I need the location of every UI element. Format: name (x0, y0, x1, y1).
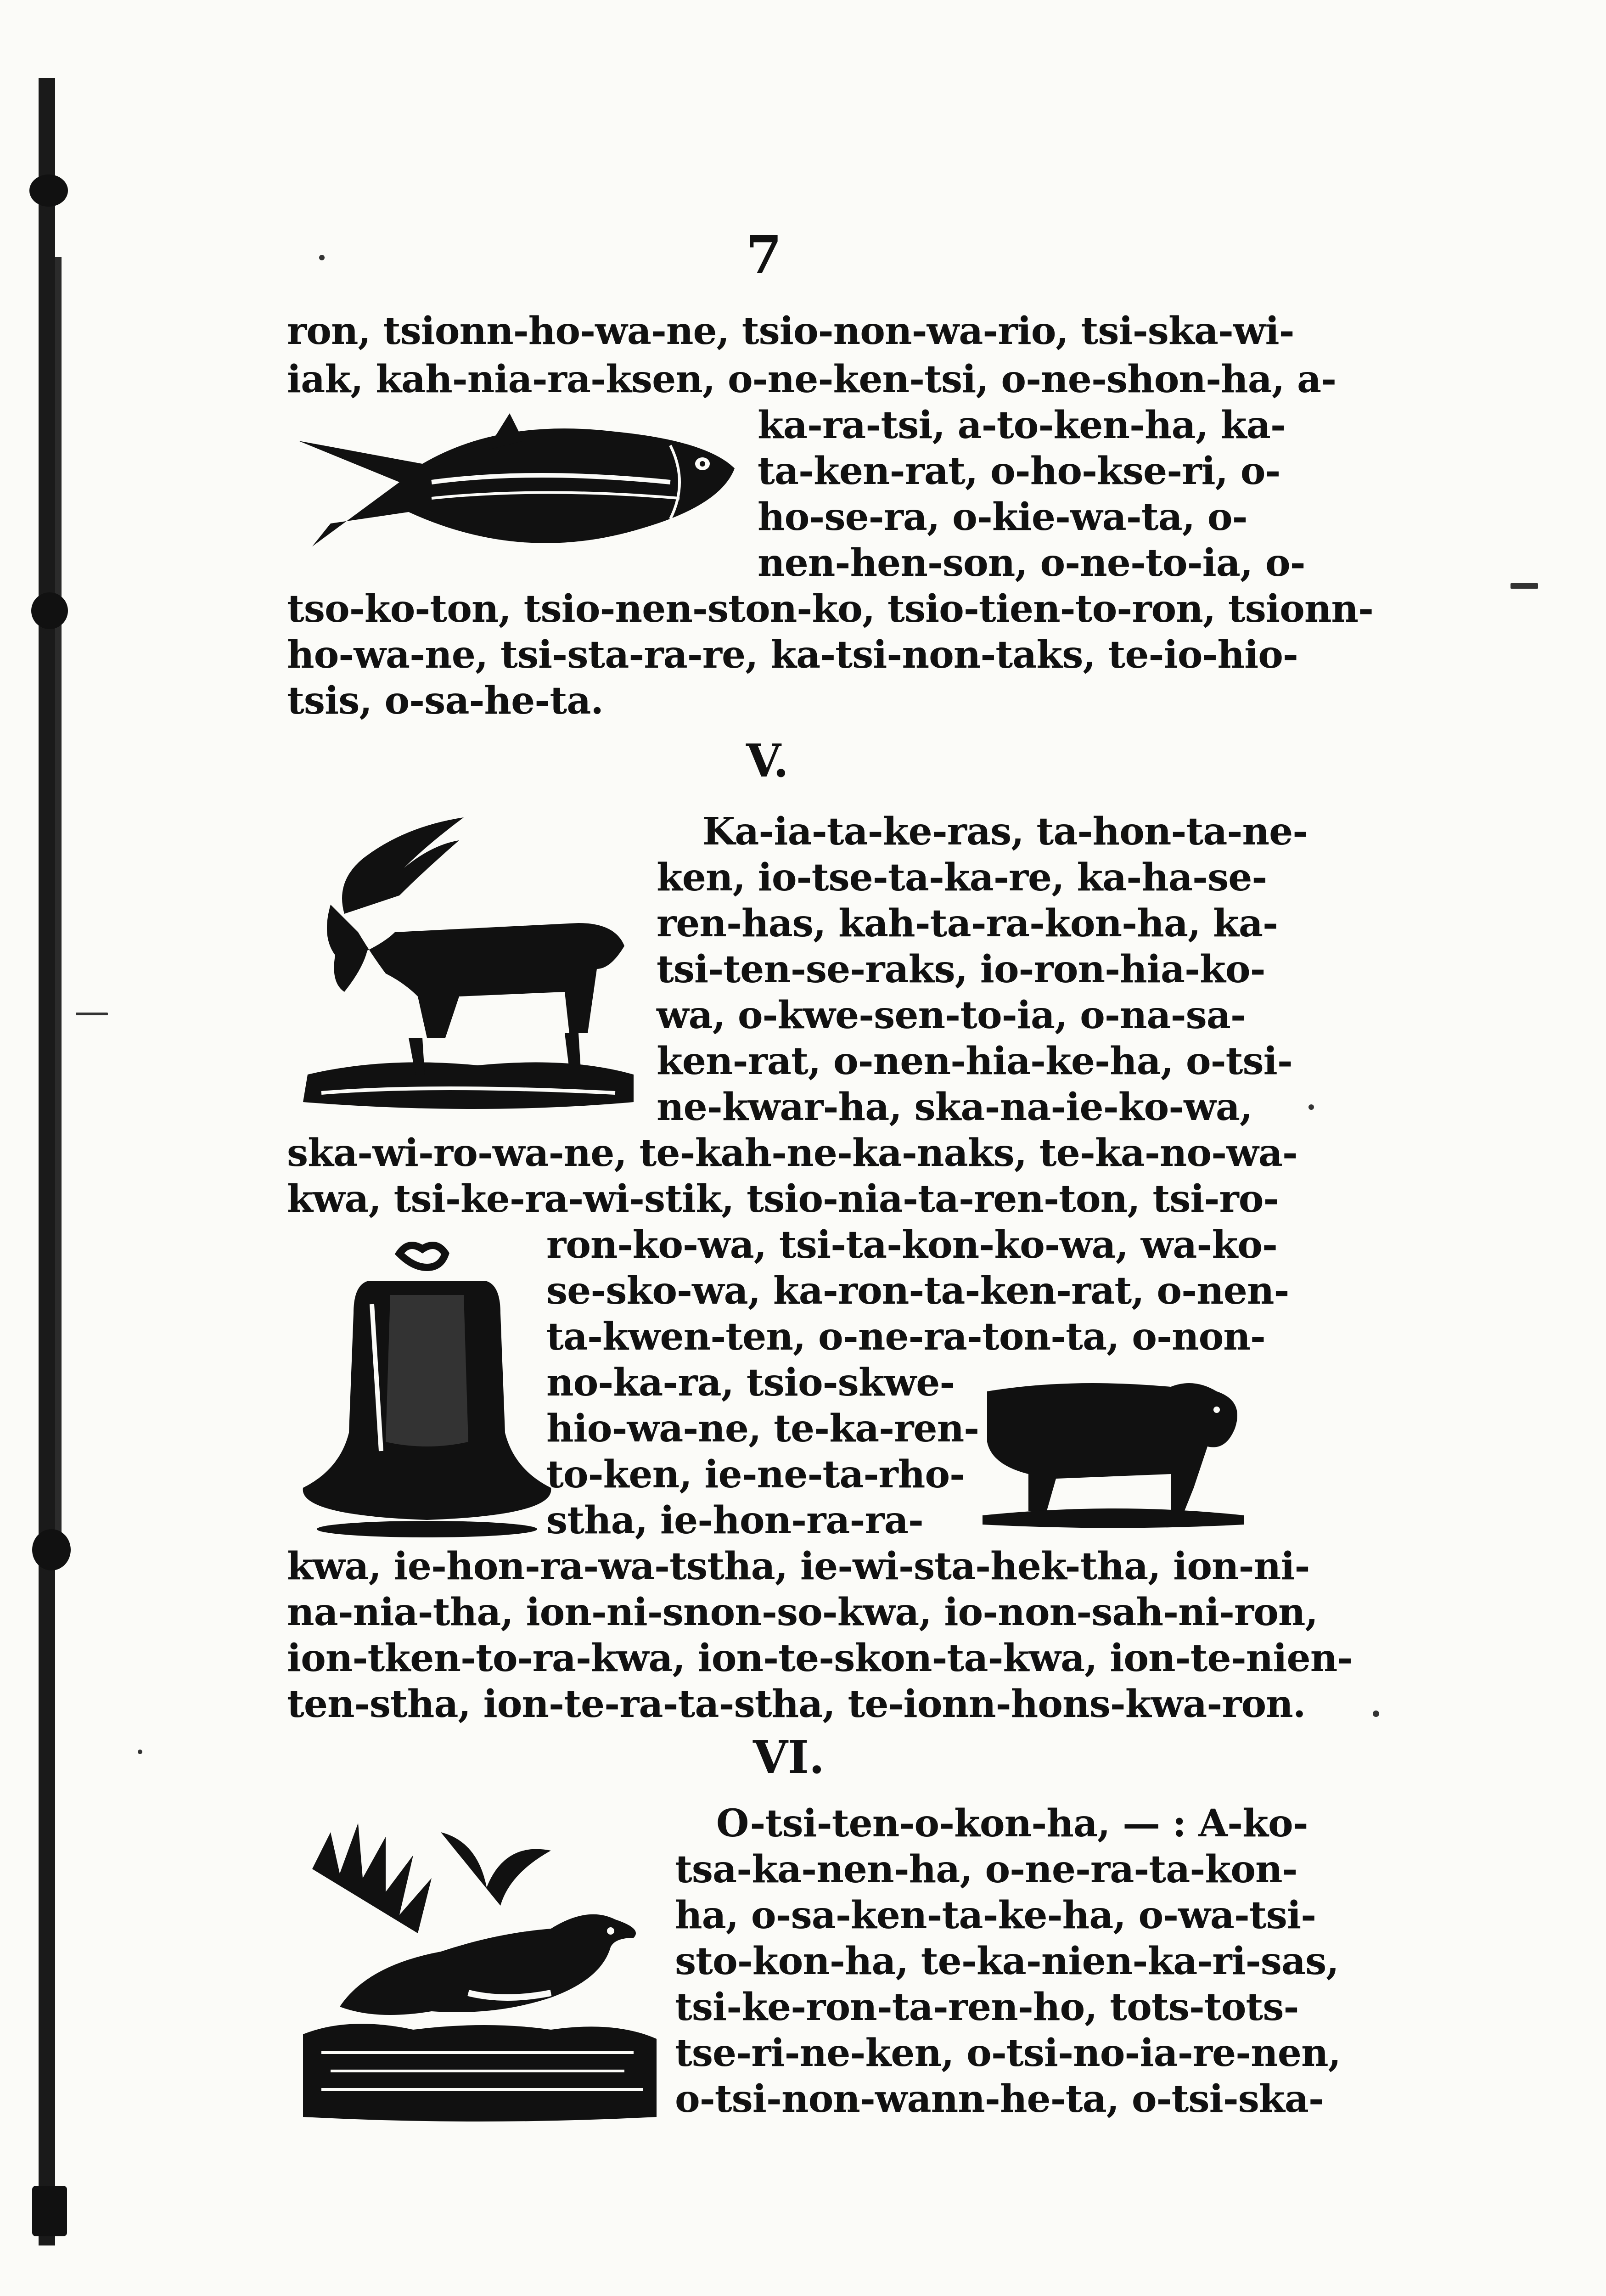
text-line: ho-wa-ne, tsi-sta-ra-re, ka-tsi-non-taks, te-io-hio- (287, 633, 1298, 677)
cow-illustration (978, 1373, 1249, 1529)
text-line: ren-has, kah-ta-ra-kon-ha, ka- (657, 901, 1278, 945)
text-line: Ka-ia-ta-ke-ras, ta-hon-ta-ne- (702, 810, 1308, 854)
text-line: ten-stha, ion-te-ra-ta-stha, te-ionn-hons-kwa-ron. (287, 1682, 1306, 1726)
text-line: ka-ra-tsi, a-to-ken-ha, ka- (758, 403, 1286, 447)
text-line: nen-hen-son, o-ne-to-ia, o- (758, 541, 1305, 585)
text-line: o-tsi-non-wann-he-ta, o-tsi-ska- (675, 2077, 1324, 2121)
text-line: tse-ri-ne-ken, o-tsi-no-ia-re-nen, (675, 2031, 1341, 2075)
text-line: tso-ko-ton, tsio-nen-ston-ko, tsio-tien-to-ron, tsionn- (287, 587, 1374, 631)
section-heading: V. (746, 735, 789, 788)
binding-blob (32, 2186, 67, 2236)
binding-blob (31, 592, 68, 629)
text-line: tsi-ten-se-raks, io-ron-hia-ko- (657, 947, 1265, 991)
ink-speck (1308, 1104, 1314, 1110)
text-line: ta-ken-rat, o-ho-kse-ri, o- (758, 449, 1280, 493)
text-line: kwa, tsi-ke-ra-wi-stik, tsio-nia-ta-ren-ton, tsi-ro- (287, 1177, 1279, 1221)
bell-illustration (294, 1240, 560, 1543)
text-line: ho-se-ra, o-kie-wa-ta, o- (758, 495, 1247, 539)
ink-speck (319, 255, 325, 260)
text-line: no-ka-ra, tsio-skwe- (546, 1361, 955, 1405)
text-line: ron, tsionn-ho-wa-ne, tsio-non-wa-rio, tsi-ska-wi- (287, 309, 1294, 353)
text-line: kwa, ie-hon-ra-wa-tstha, ie-wi-sta-hek-tha, ion-ni- (287, 1544, 1310, 1588)
text-line: tsis, o-sa-he-ta. (287, 679, 603, 723)
text-line: sto-kon-ha, te-ka-nien-ka-ri-sas, (675, 1939, 1339, 1983)
ink-speck (138, 1750, 142, 1754)
text-line: tsa-ka-nen-ha, o-ne-ra-ta-kon- (675, 1847, 1297, 1891)
page-binding-inner (55, 257, 62, 1534)
text-line: na-nia-tha, ion-ni-snon-so-kwa, io-non-sah-ni-ron, (287, 1590, 1318, 1634)
section-heading: VI. (753, 1731, 825, 1784)
binding-blob (29, 174, 68, 207)
fish-illustration (294, 413, 744, 569)
text-line: ska-wi-ro-wa-ne, te-kah-ne-ka-naks, te-ka-no-wa- (287, 1131, 1297, 1175)
ink-speck (76, 1013, 108, 1015)
text-line: iak, kah-nia-ra-ksen, o-ne-ken-tsi, o-ne-shon-ha, a- (287, 357, 1336, 401)
text-line: wa, o-kwe-sen-to-ia, o-na-sa- (657, 993, 1246, 1037)
goat-illustration (294, 817, 643, 1116)
text-line: to-ken, ie-ne-ta-rho- (546, 1452, 965, 1497)
bird-illustration (294, 1814, 661, 2126)
binding-blob (32, 1529, 71, 1570)
text-line: tsi-ke-ron-ta-ren-ho, tots-tots- (675, 1985, 1299, 2029)
text-line: ha, o-sa-ken-ta-ke-ha, o-wa-tsi- (675, 1893, 1316, 1937)
ink-speck (1511, 583, 1538, 589)
text-line: hio-wa-ne, te-ka-ren- (546, 1407, 979, 1451)
text-line: ne-kwar-ha, ska-na-ie-ko-wa, (657, 1085, 1252, 1129)
text-line: ta-kwen-ten, o-ne-ra-ton-ta, o-non- (546, 1315, 1265, 1359)
page-number: 7 (746, 225, 782, 285)
text-line: ken, io-tse-ta-ka-re, ka-ha-se- (657, 855, 1267, 900)
text-line: ken-rat, o-nen-hia-ke-ha, o-tsi- (657, 1039, 1292, 1083)
text-line: ron-ko-wa, tsi-ta-kon-ko-wa, wa-ko- (546, 1223, 1277, 1267)
text-line: se-sko-wa, ka-ron-ta-ken-rat, o-nen- (546, 1269, 1289, 1313)
page-binding-edge (39, 78, 55, 2245)
ink-speck (1373, 1711, 1379, 1717)
text-line: stha, ie-hon-ra-ra- (546, 1498, 923, 1542)
text-line: ion-tken-to-ra-kwa, ion-te-skon-ta-kwa, ion-te-nien- (287, 1636, 1353, 1680)
text-line: O-tsi-ten-o-kon-ha, — : A-ko- (716, 1801, 1308, 1846)
